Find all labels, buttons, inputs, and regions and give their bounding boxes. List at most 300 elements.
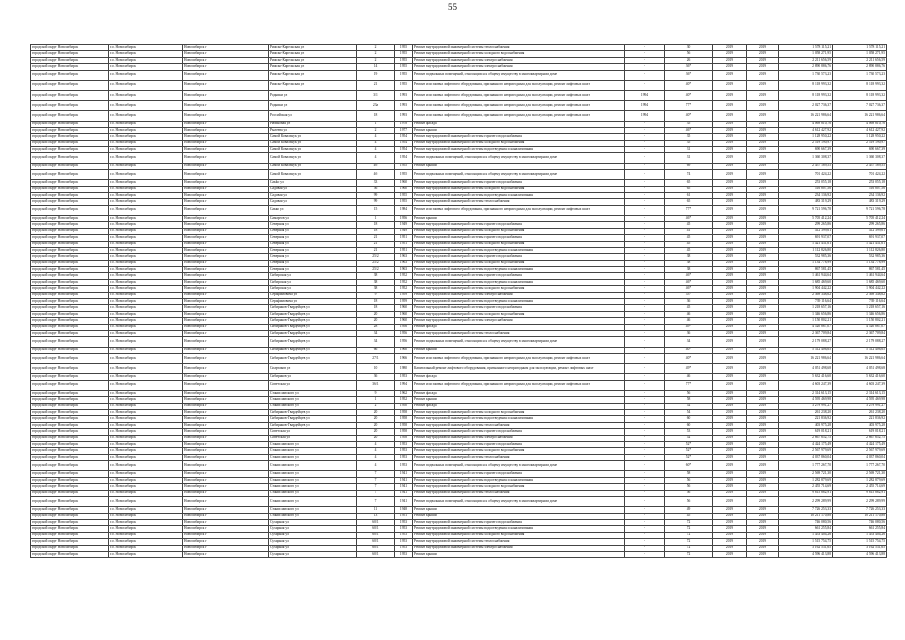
district-cell: г.о. Новосибирск (109, 374, 183, 380)
cost-cell: 1 777 267,70 (779, 461, 833, 471)
work-type-cell: Ремонт внутридомовой инженерной системы теплоснабжения (413, 199, 625, 205)
wear-cell: 49 (665, 507, 713, 513)
locality-cell: Новосибирск г (183, 57, 269, 63)
locality-cell: Новосибирск г (183, 435, 269, 441)
wear-cell: 72 (665, 539, 713, 545)
wear-cell: 52* (665, 442, 713, 448)
street-cell: Сибиряков-Гвардейцев ул (269, 311, 357, 317)
plan-start-cell: 2019 (713, 311, 747, 317)
plan-start-cell: 2019 (713, 539, 747, 545)
street-cell: Северная ул (269, 254, 357, 260)
year-cell: 1958 (395, 422, 413, 428)
cost-cell: 739 116,64 (779, 299, 833, 305)
year-cell: 1955 (395, 51, 413, 57)
street-cell: Сибиряков-Гвардейцев ул (269, 331, 357, 337)
cost-cell: 532 985,36 (779, 254, 833, 260)
work-type-cell: Ремонт внутридомовой инженерной системы холодного водоснабжения (413, 448, 625, 454)
plan-end-cell: 2019 (747, 477, 779, 483)
work-type-cell: Ремонт внутридомовой инженерной системы электроснабжения (413, 57, 625, 63)
total-cost-cell: 1 218 657,16 (833, 305, 887, 311)
plan-start-cell: 2019 (713, 140, 747, 146)
house-cell: 19 (357, 70, 395, 80)
total-cost-cell: 4 596 413,88 (833, 551, 887, 557)
street-cell: Самаргов ул (269, 215, 357, 221)
commission-year-cell: - (625, 205, 665, 215)
plan-start-cell: 2019 (713, 205, 747, 215)
plan-end-cell: 2019 (747, 513, 779, 519)
cost-cell: 8 118 993,32 (779, 90, 833, 100)
plan-start-cell: 2019 (713, 215, 747, 221)
cost-cell: 619 018,21 (779, 429, 833, 435)
street-cell: Сибиряков-Гвардейцев ул (269, 410, 357, 416)
cost-cell: 7 726 253,33 (779, 507, 833, 513)
cost-cell: 2 211 656,59 (779, 57, 833, 63)
cost-cell: 412 399,61 (779, 228, 833, 234)
wear-cell: 56 (665, 477, 713, 483)
house-cell: 15 (357, 205, 395, 215)
plan-end-cell: 2019 (747, 435, 779, 441)
district-cell: г.о. Новосибирск (109, 477, 183, 483)
plan-start-cell: 2019 (713, 51, 747, 57)
plan-end-cell: 2019 (747, 410, 779, 416)
municipality-cell: городской округ Новосибирск (31, 205, 109, 215)
cost-cell: 1 453 404,26 (779, 532, 833, 538)
plan-end-cell: 2019 (747, 507, 779, 513)
house-cell: 18 (357, 305, 395, 311)
locality-cell: Новосибирск г (183, 70, 269, 80)
plan-end-cell: 2019 (747, 153, 779, 163)
locality-cell: Новосибирск г (183, 471, 269, 477)
plan-end-cell: 2019 (747, 496, 779, 506)
plan-start-cell: 2019 (713, 496, 747, 506)
house-cell: 20 (357, 410, 395, 416)
street-cell: Северная ул (269, 228, 357, 234)
wear-cell: 61 (665, 193, 713, 199)
street-cell: Северная ул (269, 241, 357, 247)
municipality-cell: городской округ Новосибирск (31, 127, 109, 133)
plan-end-cell: 2019 (747, 551, 779, 557)
commission-year-cell: - (625, 490, 665, 496)
wear-cell: 77* (665, 380, 713, 390)
plan-start-cell: 2019 (713, 410, 747, 416)
year-cell: 1953 (395, 519, 413, 525)
municipality-cell: городской округ Новосибирск (31, 416, 109, 422)
cost-cell: 746 080,56 (779, 519, 833, 525)
district-cell: г.о. Новосибирск (109, 286, 183, 292)
house-cell: 60/1 (357, 526, 395, 532)
commission-year-cell: - (625, 551, 665, 557)
locality-cell: Новосибирск г (183, 279, 269, 285)
total-cost-cell: 253 055,18 (833, 180, 887, 186)
work-type-cell: Ремонт крыши (413, 347, 625, 353)
locality-cell: Новосибирск г (183, 347, 269, 353)
cost-cell: 1 112 826,80 (779, 247, 833, 253)
street-cell: Сухарная ул (269, 551, 357, 557)
district-cell: г.о. Новосибирск (109, 324, 183, 330)
house-cell: 28 (357, 324, 395, 330)
commission-year-cell: - (625, 331, 665, 337)
district-cell: г.о. Новосибирск (109, 353, 183, 363)
table-row (31, 337, 887, 347)
cost-cell: 1 218 657,16 (779, 305, 833, 311)
wear-cell: 38 (665, 260, 713, 266)
work-type-cell: Ремонт внутридомовой инженерной системы водоотведения и канализования (413, 267, 625, 273)
plan-end-cell: 2019 (747, 318, 779, 324)
municipality-cell: городской округ Новосибирск (31, 57, 109, 63)
street-cell: Родники ул (269, 90, 357, 100)
plan-start-cell: 2019 (713, 454, 747, 460)
plan-end-cell: 2019 (747, 51, 779, 57)
cost-cell: 2 367 709,84 (779, 331, 833, 337)
cost-cell: 1 421 431,61 (779, 241, 833, 247)
commission-year-cell: - (625, 279, 665, 285)
locality-cell: Новосибирск г (183, 477, 269, 483)
commission-year-cell: - (625, 471, 665, 477)
house-cell: 60/1 (357, 545, 395, 551)
house-cell: 27/1 (357, 353, 395, 363)
plan-start-cell: 2019 (713, 228, 747, 234)
locality-cell: Новосибирск г (183, 267, 269, 273)
wear-cell: 58 (665, 471, 713, 477)
street-cell: Сухарная ул (269, 526, 357, 532)
wear-cell: 72 (665, 526, 713, 532)
municipality-cell: городской округ Новосибирск (31, 551, 109, 557)
year-cell: 1993 (395, 101, 413, 111)
municipality-cell: городской округ Новосибирск (31, 163, 109, 169)
commission-year-cell: - (625, 222, 665, 228)
house-cell: 36/1 (357, 380, 395, 390)
plan-start-cell: 2019 (713, 416, 747, 422)
year-cell: 1958 (395, 429, 413, 435)
locality-cell: Новосибирск г (183, 292, 269, 298)
municipality-cell: городской округ Новосибирск (31, 273, 109, 279)
plan-end-cell: 2019 (747, 228, 779, 234)
district-cell: г.о. Новосибирск (109, 180, 183, 186)
plan-end-cell: 2019 (747, 147, 779, 153)
locality-cell: Новосибирск г (183, 318, 269, 324)
district-cell: г.о. Новосибирск (109, 267, 183, 273)
total-cost-cell: 2 179 088,27 (833, 337, 887, 347)
commission-year-cell: - (625, 64, 665, 70)
year-cell: 1956 (395, 215, 413, 221)
work-type-cell: Ремонт внутридомовой инженерной системы водоотведения и канализования (413, 147, 625, 153)
cost-cell: 2 567 979,69 (779, 448, 833, 454)
house-cell: 18 (357, 111, 395, 121)
total-cost-cell: 4 520 867,07 (833, 324, 887, 330)
locality-cell: Новосибирск г (183, 205, 269, 215)
municipality-cell: городской округ Новосибирск (31, 247, 109, 253)
municipality-cell: городской округ Новосибирск (31, 199, 109, 205)
street-cell: Станиславского ул (269, 403, 357, 409)
cost-cell: 1 128 950,22 (779, 134, 833, 140)
locality-cell: Новосибирск г (183, 526, 269, 532)
municipality-cell: городской округ Новосибирск (31, 180, 109, 186)
commission-year-cell: - (625, 532, 665, 538)
year-cell: 1954 (395, 134, 413, 140)
municipality-cell: городской округ Новосибирск (31, 111, 109, 121)
house-cell: 9 (357, 292, 395, 298)
locality-cell: Новосибирск г (183, 286, 269, 292)
work-type-cell: Ремонт подвальных помещений, относящихся к общему имуществу в многоквартирном доме (413, 170, 625, 180)
locality-cell: Новосибирск г (183, 311, 269, 317)
cost-cell: 2 369 348,62 (779, 292, 833, 298)
cost-cell: 661 255,84 (779, 526, 833, 532)
district-cell: г.о. Новосибирск (109, 390, 183, 396)
plan-end-cell: 2019 (747, 90, 779, 100)
plan-end-cell: 2019 (747, 45, 779, 51)
municipality-cell: городской округ Новосибирск (31, 228, 109, 234)
year-cell: 1955 (395, 64, 413, 70)
work-type-cell: Ремонт внутридомовой инженерной системы горячего водоснабжения (413, 254, 625, 260)
plan-end-cell: 2019 (747, 448, 779, 454)
district-cell: г.о. Новосибирск (109, 205, 183, 215)
year-cell: 1953 (395, 545, 413, 551)
house-cell: 4 (357, 448, 395, 454)
work-type-cell: Ремонт внутридомовой инженерной системы теплоснабжения (413, 331, 625, 337)
wear-cell: 65 (665, 199, 713, 205)
commission-year-cell: - (625, 80, 665, 90)
house-cell: 21 (357, 235, 395, 241)
locality-cell: Новосибирск г (183, 513, 269, 519)
plan-start-cell: 2019 (713, 292, 747, 298)
wear-cell: 53* (665, 292, 713, 298)
year-cell: 1955 (395, 170, 413, 180)
commission-year-cell: - (625, 235, 665, 241)
work-type-cell: Ремонт внутридомовой инженерной системы теплоснабжения (413, 539, 625, 545)
year-cell: 1955 (395, 193, 413, 199)
commission-year-cell: - (625, 186, 665, 192)
district-cell: г.о. Новосибирск (109, 490, 183, 496)
commission-year-cell: - (625, 380, 665, 390)
year-cell: 1960 (395, 186, 413, 192)
work-type-cell: Ремонт или замена лифтового оборудования, признанного непригодным для эксплуатации, ремонт лифтовых шахт (413, 353, 625, 363)
plan-end-cell: 2019 (747, 286, 779, 292)
year-cell: 1951 (395, 513, 413, 519)
wear-cell: 45 (665, 513, 713, 519)
municipality-cell: городской округ Новосибирск (31, 193, 109, 199)
house-cell: 1 (357, 121, 395, 127)
total-cost-cell: 532 985,36 (833, 254, 887, 260)
street-cell: Сибирская ул (269, 286, 357, 292)
commission-year-cell: - (625, 422, 665, 428)
wear-cell: 52 (665, 435, 713, 441)
plan-end-cell: 2019 (747, 380, 779, 390)
table-row (31, 70, 887, 80)
house-cell: 2 (357, 45, 395, 51)
total-cost-cell: 1 282 879,69 (833, 477, 887, 483)
municipality-cell: городской округ Новосибирск (31, 442, 109, 448)
street-cell: Станиславского ул (269, 484, 357, 490)
house-cell: 2 (357, 51, 395, 57)
total-cost-cell: 661 255,84 (833, 526, 887, 532)
commission-year-cell: - (625, 254, 665, 260)
wear-cell: 53 (665, 429, 713, 435)
commission-year-cell: 1994 (625, 90, 665, 100)
commission-year-cell: - (625, 273, 665, 279)
street-cell: Советская ул (269, 435, 357, 441)
house-cell: 11 (357, 507, 395, 513)
locality-cell: Новосибирск г (183, 215, 269, 221)
municipality-cell: городской округ Новосибирск (31, 90, 109, 100)
plan-start-cell: 2019 (713, 507, 747, 513)
commission-year-cell: - (625, 513, 665, 519)
plan-end-cell: 2019 (747, 235, 779, 241)
work-type-cell: Ремонт крыши (413, 163, 625, 169)
commission-year-cell: - (625, 484, 665, 490)
house-cell: 20 (357, 422, 395, 428)
year-cell: 1941 (395, 477, 413, 483)
plan-end-cell: 2019 (747, 292, 779, 298)
district-cell: г.о. Новосибирск (109, 551, 183, 557)
plan-end-cell: 2019 (747, 273, 779, 279)
work-type-cell: Ремонт подвальных помещений, относящихся к общему имуществу в многоквартирном доме (413, 461, 625, 471)
municipality-cell: городской округ Новосибирск (31, 70, 109, 80)
locality-cell: Новосибирск г (183, 180, 269, 186)
district-cell: г.о. Новосибирск (109, 435, 183, 441)
total-cost-cell: 4 051 498,68 (833, 364, 887, 374)
municipality-cell: городской округ Новосибирск (31, 153, 109, 163)
year-cell: 1984 (395, 205, 413, 215)
cost-cell: 253 055,18 (779, 180, 833, 186)
commission-year-cell: - (625, 267, 665, 273)
locality-cell: Новосибирск г (183, 260, 269, 266)
wear-cell: 52* (665, 454, 713, 460)
locality-cell: Новосибирск г (183, 170, 269, 180)
work-type-cell: Ремонт внутридомовой инженерной системы водоотведения и канализования (413, 299, 625, 305)
plan-end-cell: 2019 (747, 170, 779, 180)
house-cell: 4б (357, 170, 395, 180)
district-cell: г.о. Новосибирск (109, 347, 183, 353)
total-cost-cell: 9 815 882,91 (833, 490, 887, 496)
locality-cell: Новосибирск г (183, 199, 269, 205)
locality-cell: Новосибирск г (183, 429, 269, 435)
house-cell: 18 (357, 299, 395, 305)
work-type-cell: Ремонт крыши (413, 513, 625, 519)
district-cell: г.о. Новосибирск (109, 64, 183, 70)
wear-cell: 45 (665, 305, 713, 311)
house-cell: 4 (357, 134, 395, 140)
plan-start-cell: 2019 (713, 513, 747, 519)
plan-start-cell: 2019 (713, 353, 747, 363)
commission-year-cell: - (625, 193, 665, 199)
locality-cell: Новосибирск г (183, 380, 269, 390)
plan-end-cell: 2019 (747, 484, 779, 490)
house-cell: 3/1 (357, 90, 395, 100)
street-cell: Сухарная ул (269, 519, 357, 525)
wear-cell: 60* (665, 461, 713, 471)
municipality-cell: городской округ Новосибирск (31, 140, 109, 146)
total-cost-cell: 7 027 736,37 (833, 101, 887, 111)
table-row (31, 153, 887, 163)
commission-year-cell: - (625, 364, 665, 374)
year-cell: 1955 (395, 199, 413, 205)
work-type-cell: Ремонт крыши (413, 507, 625, 513)
municipality-cell: городской округ Новосибирск (31, 484, 109, 490)
table-row (31, 170, 887, 180)
wear-cell: 52* (665, 448, 713, 454)
work-type-cell: Ремонт подвальных помещений, относящихся к общему имуществу в многоквартирном доме (413, 70, 625, 80)
cost-cell: 867 581,45 (779, 267, 833, 273)
wear-cell: 77* (665, 101, 713, 111)
total-cost-cell: 1 453 404,26 (833, 532, 887, 538)
work-type-cell: Ремонт внутридомовой инженерной системы холодного водоснабжения (413, 532, 625, 538)
year-cell: 1949 (395, 228, 413, 234)
commission-year-cell: - (625, 45, 665, 51)
district-cell: г.о. Новосибирск (109, 70, 183, 80)
house-cell: 21 (357, 241, 395, 247)
street-cell: Самой Ковальчук ул (269, 140, 357, 146)
cost-cell: 691 937,07 (779, 235, 833, 241)
plan-end-cell: 2019 (747, 311, 779, 317)
commission-year-cell: - (625, 397, 665, 403)
year-cell: 1948 (395, 507, 413, 513)
house-cell: 4 (357, 461, 395, 471)
house-cell: 38 (357, 286, 395, 292)
plan-end-cell: 2019 (747, 490, 779, 496)
district-cell: г.о. Новосибирск (109, 147, 183, 153)
locality-cell: Новосибирск г (183, 299, 269, 305)
district-cell: г.о. Новосибирск (109, 121, 183, 127)
municipality-cell: городской округ Новосибирск (31, 305, 109, 311)
commission-year-cell: - (625, 147, 665, 153)
work-type-cell: Ремонт внутридомовой инженерной системы электроснабжения (413, 318, 625, 324)
total-cost-cell: 3 279 991,27 (833, 403, 887, 409)
wear-cell: 36* (665, 70, 713, 80)
district-cell: г.о. Новосибирск (109, 545, 183, 551)
municipality-cell: городской округ Новосибирск (31, 374, 109, 380)
plan-end-cell: 2019 (747, 241, 779, 247)
house-cell: 2 (357, 57, 395, 63)
house-cell: 66 (357, 347, 395, 353)
house-cell: 7 (357, 471, 395, 477)
work-type-cell: Ремонт внутридомовой инженерной системы холодного водоснабжения (413, 260, 625, 266)
wear-cell: 56 (665, 390, 713, 396)
house-cell: 25/2 (357, 267, 395, 273)
work-type-cell: Ремонт фасада (413, 324, 625, 330)
municipality-cell: городской округ Новосибирск (31, 186, 109, 192)
commission-year-cell: - (625, 199, 665, 205)
municipality-cell: городской округ Новосибирск (31, 347, 109, 353)
repair-register-table (30, 44, 887, 558)
year-cell: 1941 (395, 484, 413, 490)
street-cell: Станиславского ул (269, 507, 357, 513)
cost-cell: 1 515 754,75 (779, 539, 833, 545)
house-cell: 20 (357, 416, 395, 422)
municipality-cell: городской округ Новосибирск (31, 267, 109, 273)
work-type-cell: Ремонт внутридомовой инженерной системы теплоснабжения (413, 45, 625, 51)
cost-cell: 5 705 412,24 (779, 215, 833, 221)
cost-cell: 2 299 289,99 (779, 496, 833, 506)
total-cost-cell: 690 667,39 (833, 147, 887, 153)
wear-cell: 34 (665, 337, 713, 347)
wear-cell: 72 (665, 551, 713, 557)
total-cost-cell: 5 632 416,60 (833, 374, 887, 380)
street-cell: Северная ул (269, 235, 357, 241)
total-cost-cell: 2 519 190,97 (833, 140, 887, 146)
year-cell: 1951 (395, 235, 413, 241)
street-cell: Садовая ул (269, 199, 357, 205)
street-cell: Самой Ковальчук ул (269, 170, 357, 180)
plan-start-cell: 2019 (713, 121, 747, 127)
commission-year-cell: - (625, 374, 665, 380)
plan-start-cell: 2019 (713, 390, 747, 396)
plan-end-cell: 2019 (747, 205, 779, 215)
street-cell: Сакko ул (269, 180, 357, 186)
commission-year-cell: - (625, 134, 665, 140)
municipality-cell: городской округ Новосибирск (31, 170, 109, 180)
house-cell: 25/2 (357, 254, 395, 260)
street-cell: Рижско-Карельская ул (269, 57, 357, 63)
